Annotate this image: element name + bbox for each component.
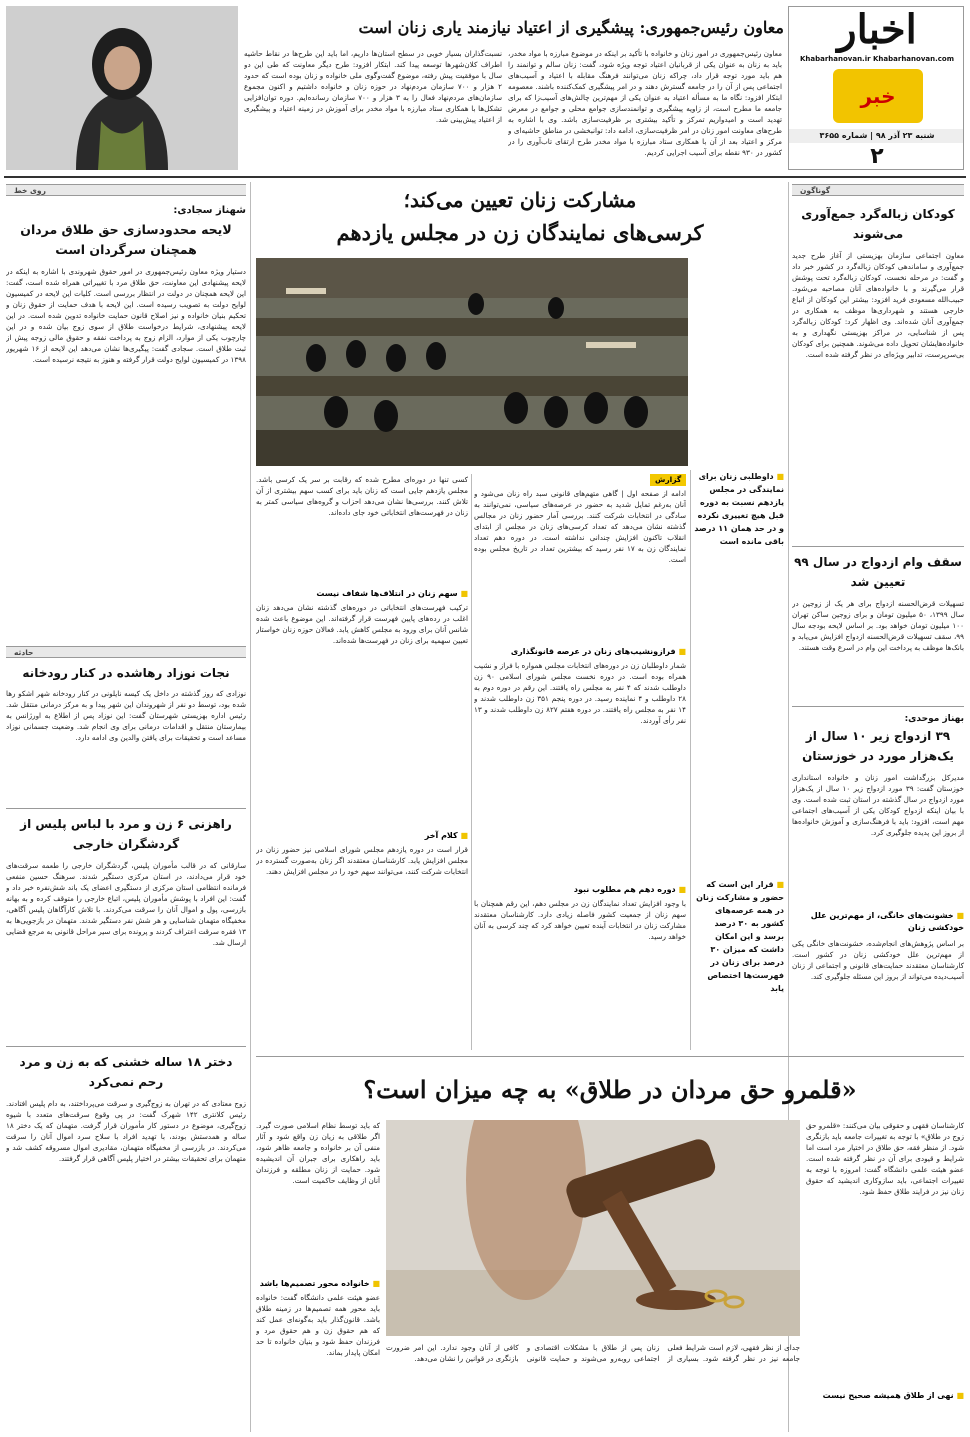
accident-headline: نجات نوزاد رهاشده در کنار رودخانه bbox=[22, 666, 230, 680]
center-quote-2 bbox=[694, 878, 784, 1028]
masthead-sites: Khabarhanovan.ir Khabarhanovan.com bbox=[799, 55, 955, 63]
bottom-headline: «قلمرو حق مردان در طلاق» به چه میزان است؟ bbox=[363, 1075, 857, 1104]
right-body-1: معاون اجتماعی سازمان بهزیستی از آغاز طرح جدید جمع‌آوری و ساماندهی کودکان زباله‌گرد در کشور خبر داد و گفت: در مرحله نخست، کودکان زباله‌گرد تحت پوشش قرار می‌گیرند و با خانواده‌های آنان مصاحبه می‌شود. حبیب‌الله مسعودی فرید افزود: بیشتر این کودکان از اتباع خارجی هستند و شهرداری‌ها موظف به همکاری در جمع‌آوری آنان شده‌اند. وی اظهار کرد: کودکان زباله‌گرد پس از شناسایی، در مراکز بهزیستی نگهداری و به خانواده‌هایشان تحویل داده می‌شوند. همچنین برای کودکان بی‌سرپرست، تدابیر ویژه‌ای در نظر گرفته شده است. bbox=[792, 251, 964, 359]
quote-text: داوطلبی زنان برای نمایندگی در مجلس یازدهم نسبت به دوره قبل هیچ تغییری نکرده و در حد همان ۱۱ درصد باقی مانده است bbox=[694, 472, 784, 546]
gavel-photo bbox=[386, 1120, 800, 1336]
center-sub-4: ■ کلام آخر bbox=[256, 830, 468, 842]
left-kicker: شهناز سجادی: bbox=[173, 205, 246, 216]
quote-marker-icon: ■ bbox=[773, 880, 784, 889]
masthead-logo bbox=[833, 69, 923, 123]
bottom-sub-1: ■ نهی از طلاق همیشه صحیح نیست bbox=[806, 1390, 964, 1402]
right-body-3: مدیرکل بزرگداشت امور زنان و خانواده استانداری خوزستان گفت: ۳۹ مورد ازدواج زیر ۱۰ سال از یک‌هزار مورد ازدواج در سال گذشته در استان ثبت شده است. وی با بیان اینکه ازدواج کودکان یکی از آسیب‌های اجتماعی مهم است، افزود: باید با فرهنگ‌سازی و آموزش خانواده‌ها از بروز این پدیده جلوگیری کرد. bbox=[792, 773, 964, 837]
page-number: ۲ bbox=[870, 144, 884, 169]
right-headline-2: سقف وام ازدواج در سال ۹۹ تعیین شد bbox=[794, 555, 962, 589]
report-kicker: گزارش bbox=[650, 474, 686, 486]
section-bar-various bbox=[792, 184, 964, 196]
left-body: دستیار ویژه معاون رئیس‌جمهوری در امور حقوق شهروندی با اشاره به اینکه در لایحه پیشنهادی این معاونت، حق طلاق مرد با تغییراتی همراه شده است، گفت: این لایحه همچنان در دولت در انتظار بررسی است. کلیات این لایحه در کمیسیون لوایح دولت به تصویب رسیده است. این لایحه با هدف حمایت از حقوق زنان و تحکیم بنیان خانواده و نیز اصلاح قانون حمایت خانواده تدوین شده است. در این لایحه پیشنهادی، شرایط درخواست طلاق از سوی زوج بیان شده و در این چارچوب یکی از موارد، الزام زوج به پرداخت نفقه و حقوق مالی زوجه پیش از ثبت طلاق است. سجادی گفت: پیگیری‌ها نشان می‌دهد این لایحه از ۱۶ شهریور ۱۳۹۸ در کمیسیون لوایح دولت قرار گرفته و هنوز به نتیجه نرسیده است. bbox=[6, 267, 246, 364]
center-sub-3: ■ سهم زنان در انتلاف‌ها شفاف نیست bbox=[256, 588, 468, 600]
bottom-divider bbox=[256, 1056, 964, 1057]
accident-body: نوزادی که روز گذشته در داخل یک کیسه نایلونی در کنار رودخانه شهر اشکو رها شده بود، توسط دو نفر از شهروندان این شهر پیدا و به مرکز درمانی منتقل شد. رئیس اداره بهزیستی شهرستان گفت: این نوزاد پس از اطلاع به اورژانس به بیمارستان منتقل و اقدامات درمانی برای وی انجام شد. وضعیت جسمانی نوزاد مساعد است و تحقیقات برای یافتن والدین وی ادامه دارد. bbox=[6, 689, 246, 742]
divider bbox=[792, 706, 964, 707]
section-label: گوناگون bbox=[800, 186, 831, 195]
center-mid-2: ترکیب فهرست‌های انتخاباتی در دوره‌های گذشته نشان می‌دهد زنان اغلب در رده‌های پایین فهرست قرار گرفته‌اند. این موضوع باعث شده شانس آنان برای ورود به مجلس کاهش یابد. فعالان حوزه زنان خواستار تعیین سهمیه برای زنان در فهرست‌ها شده‌اند. bbox=[256, 603, 468, 645]
top-story-text-2: نسبت‌گذاران بسیار خوبی در سطح استان‌ها داریم، اما باید این طرح‌ها در نقاط حاشیه اطراف کلان‌شهرها توسعه پیدا کند. ابتکار افزود: طرح دیگر معاونت که طی این دو سال با موفقیت پیش رفته، موضوع گفت‌وگوی ملی خانواده و زنان بوده است که حدود ۲ هزار و ۷۰۰ سازمان مردم‌نهاد در حوزه زنان و خانواده داشتیم و اکنون مجموع سازمان‌های مردم‌نهاد فعال را به ۳ هزار و ۷۰۰ سازمان رسانده‌ایم. دوره توان‌افزایی تشکل‌ها با همکاری ستاد مبارزه با مواد مخدر برای آموزش در زمینه اعتیاد و پیشگیری از اعتیاد پیش‌بینی شد. bbox=[244, 49, 502, 124]
center-headline-1: مشارکت زنان تعیین می‌کند؛ bbox=[403, 188, 637, 212]
top-story-text-1: معاون رئیس‌جمهوری در امور زنان و خانواده با تأکید بر اینکه در موضوع مبارزه با مواد مخدر، باید به زنان به عنوان یکی از قربانیان اعتیاد توجه ویژه شود، گفت: زنان سالم و توانمند را هم باید مورد توجه قرار داد، چراکه زنان می‌توانند فرهنگ مقابله با اعتیاد و آسیب‌های اجتماعی پس از آن را در جامعه گسترش دهند و در امر پیشگیری کمک‌کننده باشند. معصومه ابتکار افزود: نگاه ما به مسأله اعتیاد به عنوان یکی از مهم‌ترین چالش‌های آسیب‌زا که برای جامعه ما مطرح است، از زاویه پیشگیری و توانمندسازی جوامع محلی و جوامع در معرض تهدید است و امیدواریم تمرکز و تأکید بیشتری بر ظرفیت‌سازی باشد. وی با اشاره به طرح‌های معاونت امور زنان در امر ظرفیت‌سازی، ادامه داد: توانبخشی در مناطق حاشیه‌ای و مرکز و اعتیاد بعد از آن با همکاری ستاد مبارزه با مواد مخدر طرح ارتقای تاب‌آوری را در کشور در ۹۳۰ نقطه برای آسیب اجرایی کردیم. bbox=[508, 49, 782, 157]
center-inner-rule bbox=[471, 474, 472, 1050]
police-body: سارقانی که در قالب مأموران پلیس، گردشگران خارجی را طعمه سرقت‌های خود قرار می‌دادند، در استان مرکزی دستگیر شدند. سرهنگ حسین منفعی فرمانده انتظامی استان مرکزی از دستگیری اعضای یک باند شش‌نفره خبر داد و گفت: این افراد با پوشش مأموران پلیس، اتباع خارجی را متوقف کرده و به بهانه بازرسی، پول و اموال آنان را سرقت می‌کردند. با تلاش کارآگاهان پلیس آگاهی، مخفیگاه متهمان شناسایی و هر شش نفر دستگیر شدند. متهمان در بازجویی‌ها به ۱۳ فقره سرقت اعتراف کردند و پرونده برای سیر مراحل قانونی به مرجع قضایی ارسال شد. bbox=[6, 861, 246, 947]
center-quote-rule bbox=[690, 470, 691, 1050]
right-sub-3: ■ خشونت‌های خانگی، از مهم‌ترین علل خودکشی زنان bbox=[792, 910, 964, 934]
left-headline: لایحه محدودسازی حق طلاق مردان همچنان سرگردان است bbox=[20, 222, 232, 257]
bottom-col-2: جدای از نظر فقهی، لازم است شرایط فعلی جامعه نیز در نظر گرفته شود. بسیاری از زنان پس از طلاق با مشکلات اقتصادی و اجتماعی روبه‌رو می‌شوند و حمایت قانونی کافی از آنان وجود ندارد. این امر ضرورت بازنگری در قوانین را نشان می‌دهد. bbox=[386, 1343, 800, 1363]
left-column-rule bbox=[250, 182, 251, 1432]
center-mid-3: قرار است در دوره یازدهم مجلس شورای اسلامی نیز حضور زنان در مجلس افزایش یابد. کارشناسان معتقدند اگر زنان به‌صورت گسترده در انتخابات شرکت کنند، می‌توانند سهم خود را در مجلس افزایش دهند. bbox=[256, 845, 468, 876]
top-divider bbox=[4, 176, 966, 178]
right-headline-1: کودکان زباله‌گرد جمع‌آوری می‌شوند bbox=[801, 207, 955, 241]
logo-text: خبر bbox=[860, 84, 896, 108]
portrait-photo bbox=[6, 6, 238, 170]
center-mid-1: کسی تنها در دوره‌ای مطرح شده که رقابت بر سر یک کرسی باشد. مجلس یازدهم جایی است که زنان باید برای کسب سهم بیشتری از آن تلاش کنند. بررسی‌ها نشان می‌دهد احزاب و گروه‌های سیاسی کمتر به زنان در فهرست‌های انتخاباتی خود جای داده‌اند. bbox=[256, 475, 468, 517]
divider bbox=[6, 808, 246, 809]
center-lead: ادامه از صفحه اول | گاهی متهم‌های قانونی سبد راه زنان می‌شود و آنان به‌رغم تمایل شدید به حضور در عرصه‌های سیاسی، نمی‌توانند به سادگی در انتخابات شرکت کنند. بررسی آمار حضور زنان در مجالس گذشته نشان می‌دهد که تعداد کرسی‌های زنان در مجلس از ابتدای انقلاب تاکنون افزایش چندانی نداشته است. در دوره دهم تعداد نمایندگان زن به ۱۷ نفر رسید که بیشترین تعداد در تاریخ مجلس بوده است. bbox=[474, 489, 686, 564]
masthead bbox=[788, 6, 964, 170]
right-body-2: تسهیلات قرض‌الحسنه ازدواج برای هر یک از زوجین در سال ۱۳۹۹، ۵۰ میلیون تومان و برای زوجین ساکن تهران ۱۰۰ میلیون تومان خواهد بود. بر اساس لایحه بودجه سال ۹۹، سقف تسهیلات قرض‌الحسنه ازدواج افزایش می‌یابد و بانک‌ها موظف به پرداخت این وام در اسرع وقت هستند. bbox=[792, 599, 964, 652]
section-label: روی خط bbox=[14, 186, 46, 195]
police-headline: راهزنی ۶ زن و مرد با لباس پلیس از گردشگران خارجی bbox=[20, 817, 232, 851]
violence-body: زوج معتادی که در تهران به زوج‌گیری و سرقت می‌پرداختند، به دام پلیس افتادند. رئیس کلانتری ۱۴۲ شهرک گفت: در پی وقوع سرقت‌های متعدد با شیوه زوج‌گیری، موضوع در دستور کار مأموران قرار گرفت. متهمان که یک دختر ۱۸ ساله و همدستش بودند، با تهدید افراد با سلاح سرد اموال آنان را سرقت می‌کردند. در بازرسی از مخفیگاه متهمان، مقادیری اموال مسروقه کشف شد و متهمان برای تحقیقات بیشتر در اختیار پلیس آگاهی قرار گرفتند. bbox=[6, 1099, 246, 1163]
masthead-title: اخبار bbox=[837, 7, 917, 53]
center-body-1: شمار داوطلبان زن در دوره‌های انتخابات مجلس همواره با فراز و نشیب همراه بوده است. در دوره نخست مجلس شورای اسلامی ۹۰ زن داوطلب شدند که ۴ نفر به مجلس راه یافتند. این رقم در دوره دوم به ۲۸ داوطلب و ۴ نماینده رسید. در دوره پنجم ۳۵۱ زن داوطلب شدند و ۱۴ نفر به مجلس راه یافتند. در دوره هفتم ۸۲۷ زن داوطلب شدند و ۱۳ نفر رأی آوردند. bbox=[474, 661, 686, 725]
date-line: شنبه ۲۳ آذر ۹۸ | شماره ۳۶۵۵ bbox=[789, 129, 964, 143]
center-headline-2: کرسی‌های نمایندگان زن در مجلس یازدهم bbox=[336, 220, 704, 245]
top-story-headline: معاون رئیس‌جمهوری: پیشگیری از اعتیاد نیازمند یاری زنان است bbox=[358, 18, 784, 37]
bottom-col-3: که باید توسط نظام اسلامی صورت گیرد. اگر طلاقی به زیان زن واقع شود و آثار منفی آن بر خانواده و جامعه ظاهر شود، باید راهکاری برای جبران آن اندیشیده شود. حمایت از زنان مطلقه و فرزندان آنان از وظایف حاکمیت است. bbox=[256, 1121, 380, 1185]
right-body-3b: بر اساس پژوهش‌های انجام‌شده، خشونت‌های خانگی یکی از مهم‌ترین علل خودکشی زنان در کشور است. کارشناسان معتقدند حمایت‌های قانونی و اجتماعی از زنان آسیب‌دیده می‌تواند از بروز این مسئله جلوگیری کند. bbox=[792, 939, 964, 981]
bottom-col-4: عضو هیئت علمی دانشگاه گفت: خانواده باید محور همه تصمیم‌ها در زمینه طلاق باشد. قانون‌گذار باید به‌گونه‌ای عمل کند که هم حقوق زن و هم حقوق مرد و فرزندان حفظ شود و بنیان خانواده تا حد امکان پایدار بماند. bbox=[256, 1293, 380, 1357]
parliament-photo bbox=[256, 258, 688, 466]
bottom-sub-2: ■ خانواده محور تصمیم‌ها باشد bbox=[256, 1278, 380, 1290]
center-body-2: با وجود افزایش تعداد نمایندگان زن در مجلس دهم، این رقم همچنان با سهم زنان از جمعیت کشور فاصله زیادی دارد. کارشناسان معتقدند مشارکت زنان در انتخابات آینده تعیین خواهد کرد که چند کرسی به آنان خواهد رسید. bbox=[474, 899, 686, 941]
violence-headline: دختر ۱۸ ساله خشنی که به زن و مرد رحم نمی‌کرد bbox=[19, 1055, 233, 1089]
divider bbox=[792, 546, 964, 547]
quote-marker-icon: ■ bbox=[773, 472, 784, 481]
section-bar-online bbox=[6, 184, 246, 196]
center-sub-2: ■ دوره دهم هم مطلوب نبود bbox=[474, 884, 686, 896]
right-headline-3: ۳۹ ازدواج زیر ۱۰ سال از یک‌هزار مورد در خوزستان bbox=[802, 729, 954, 763]
bottom-col-1: کارشناسان فقهی و حقوقی بیان می‌کنند: «قلمرو حق زوج در طلاق» با توجه به تغییرات جامعه باید بازنگری شود. از منظر فقه، حق طلاق در اختیار مرد است اما شرایط و قیودی برای آن در نظر گرفته شده است. عضو هیئت علمی دانشگاه گفت: امروزه با توجه به تغییرات اجتماعی، باید سازوکاری اندیشید که حقوق زنان نیز در فرایند طلاق حفظ شود. bbox=[806, 1121, 964, 1196]
section-label: حادثه bbox=[14, 648, 34, 657]
section-bar-accident bbox=[6, 646, 246, 658]
divider bbox=[6, 1046, 246, 1047]
center-sub-1: ■ فرازونشیب‌های زنان در عرصه قانونگذاری bbox=[474, 646, 686, 658]
center-quote-1 bbox=[694, 470, 784, 700]
quote-text: قرار این است که حضور و مشارکت زنان در همه عرصه‌های کشور به ۳۰ درصد برسد و این امکان داشت که میزان ۳۰ درصد برای زنان در فهرست‌ها اختصاص یابد bbox=[696, 880, 784, 993]
right-kicker-3: بهناز موحدی: bbox=[904, 714, 964, 724]
